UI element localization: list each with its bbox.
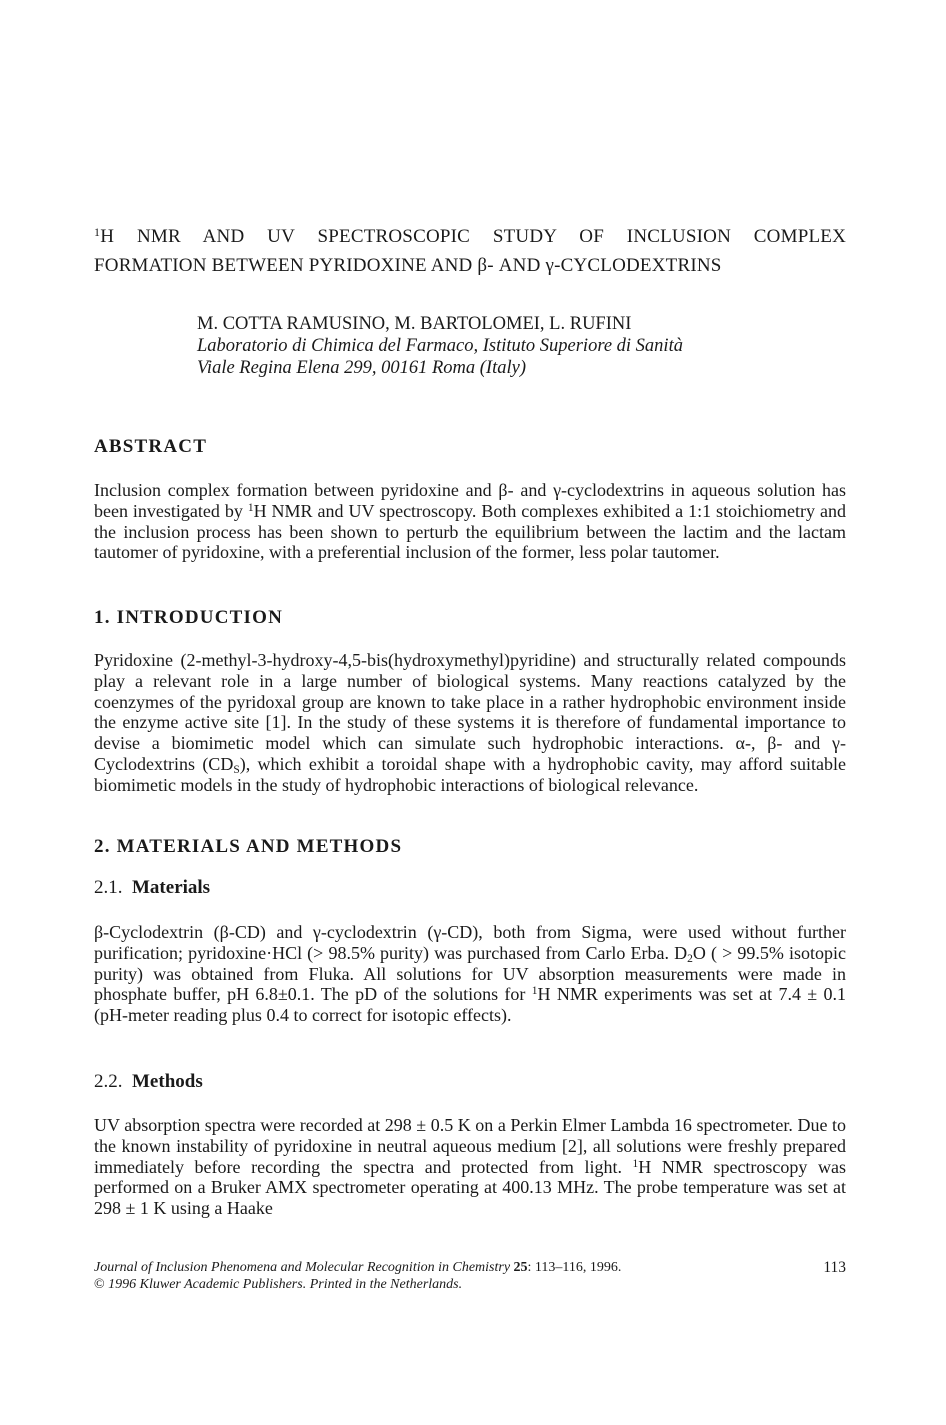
paper-title: [94, 218, 846, 280]
author-affiliation: Laboratorio di Chimica del Farmaco, Istituto Superiore di Sanità: [197, 336, 683, 356]
methods-section-heading: 2. MATERIALS AND METHODS: [94, 836, 403, 857]
title-line-2: FORMATION BETWEEN PYRIDOXINE AND β- AND γ-CYCLODEXTRINS: [94, 255, 722, 276]
journal-citation: Journal of Inclusion Phenomena and Molecular Recognition in Chemistry 25: 113–116, 1996.: [94, 1260, 622, 1275]
introduction-text: Pyridoxine (2-methyl-3-hydroxy-4,5-bis(hydroxymethyl)pyridine) and structurally related compounds play a relevant role in a large number of biological systems. Many reactions catalyzed by the coenzymes of the pyridoxal group are known to take place in a rather hydrophobic environment inside the enzyme active site [1]. In the study of these systems it is therefore of fundamental importance to devise a biomimetic model which can simulate such hydrophobic interactions. α-, β- and γ-Cyclodextrins $(CD_S)$, which exhibit a toroidal shape with a hydrophobic cavity, may afford suitable biomimetic models in the study of hydrophobic interactions of biological relevance.: [94, 650, 846, 795]
page-number: 113: [823, 1259, 846, 1276]
methods-text: UV absorption spectra were recorded at 298 ± 0.5 K on a Perkin Elmer Lambda 16 spectrometer. Due to the known instability of pyridoxine in neutral aqueous medium [2], all solutions were freshly prepared immediately before recording the spectra and protected from light. $^1$H NMR spectroscopy was performed on a Bruker AMX spectrometer operating at 400.13 MHz. The probe temperature was set at 298 ± 1 K using a Haake: [94, 1115, 846, 1219]
title-sup: 1: [94, 225, 101, 239]
title-line-1: $^1$H NMR AND UV SPECTROSCOPIC STUDY OF INCLUSION COMPLEX: [94, 225, 846, 247]
methods-heading: 2.2. Methods: [94, 1071, 203, 1092]
materials-text: β-Cyclodextrin (β-CD) and γ-cyclodextrin (γ-CD), both from Sigma, were used without further purification; pyridoxine·HCl (> 98.5% purity) was purchased from Carlo Erba. $D_2O$ ( > 99.5% isotopic purity) was obtained from Fluka. All solutions for UV absorption measurements were made in phosphate buffer, pH 6.8±0.1. The pD of the solutions for $^1$H NMR experiments was set at 7.4 ± 0.1 (pH-meter reading plus 0.4 to correct for isotopic effects).: [94, 922, 846, 1026]
abstract-text: Inclusion complex formation between pyridoxine and β- and γ-cyclodextrins in aqueous solution has been investigated by $^1$H NMR and UV spectroscopy. Both complexes exhibited a 1:1 stoichiometry and the inclusion process has been shown to perturb the equilibrium between the lactim and the lactam tautomer of pyridoxine, with a preferential inclusion of the former, less polar tautomer.: [94, 480, 846, 563]
abstract-heading: ABSTRACT: [94, 436, 208, 457]
introduction-heading: 1. INTRODUCTION: [94, 607, 284, 628]
copyright-line: © 1996 Kluwer Academic Publishers. Printed in the Netherlands.: [94, 1277, 463, 1292]
materials-heading: 2.1. Materials: [94, 877, 211, 898]
author-address: Viale Regina Elena 299, 00161 Roma (Italy): [197, 358, 526, 378]
page-footer: [94, 1259, 846, 1293]
author-block: [197, 313, 837, 379]
author-names: M. COTTA RAMUSINO, M. BARTOLOMEI, L. RUFINI: [197, 314, 632, 334]
